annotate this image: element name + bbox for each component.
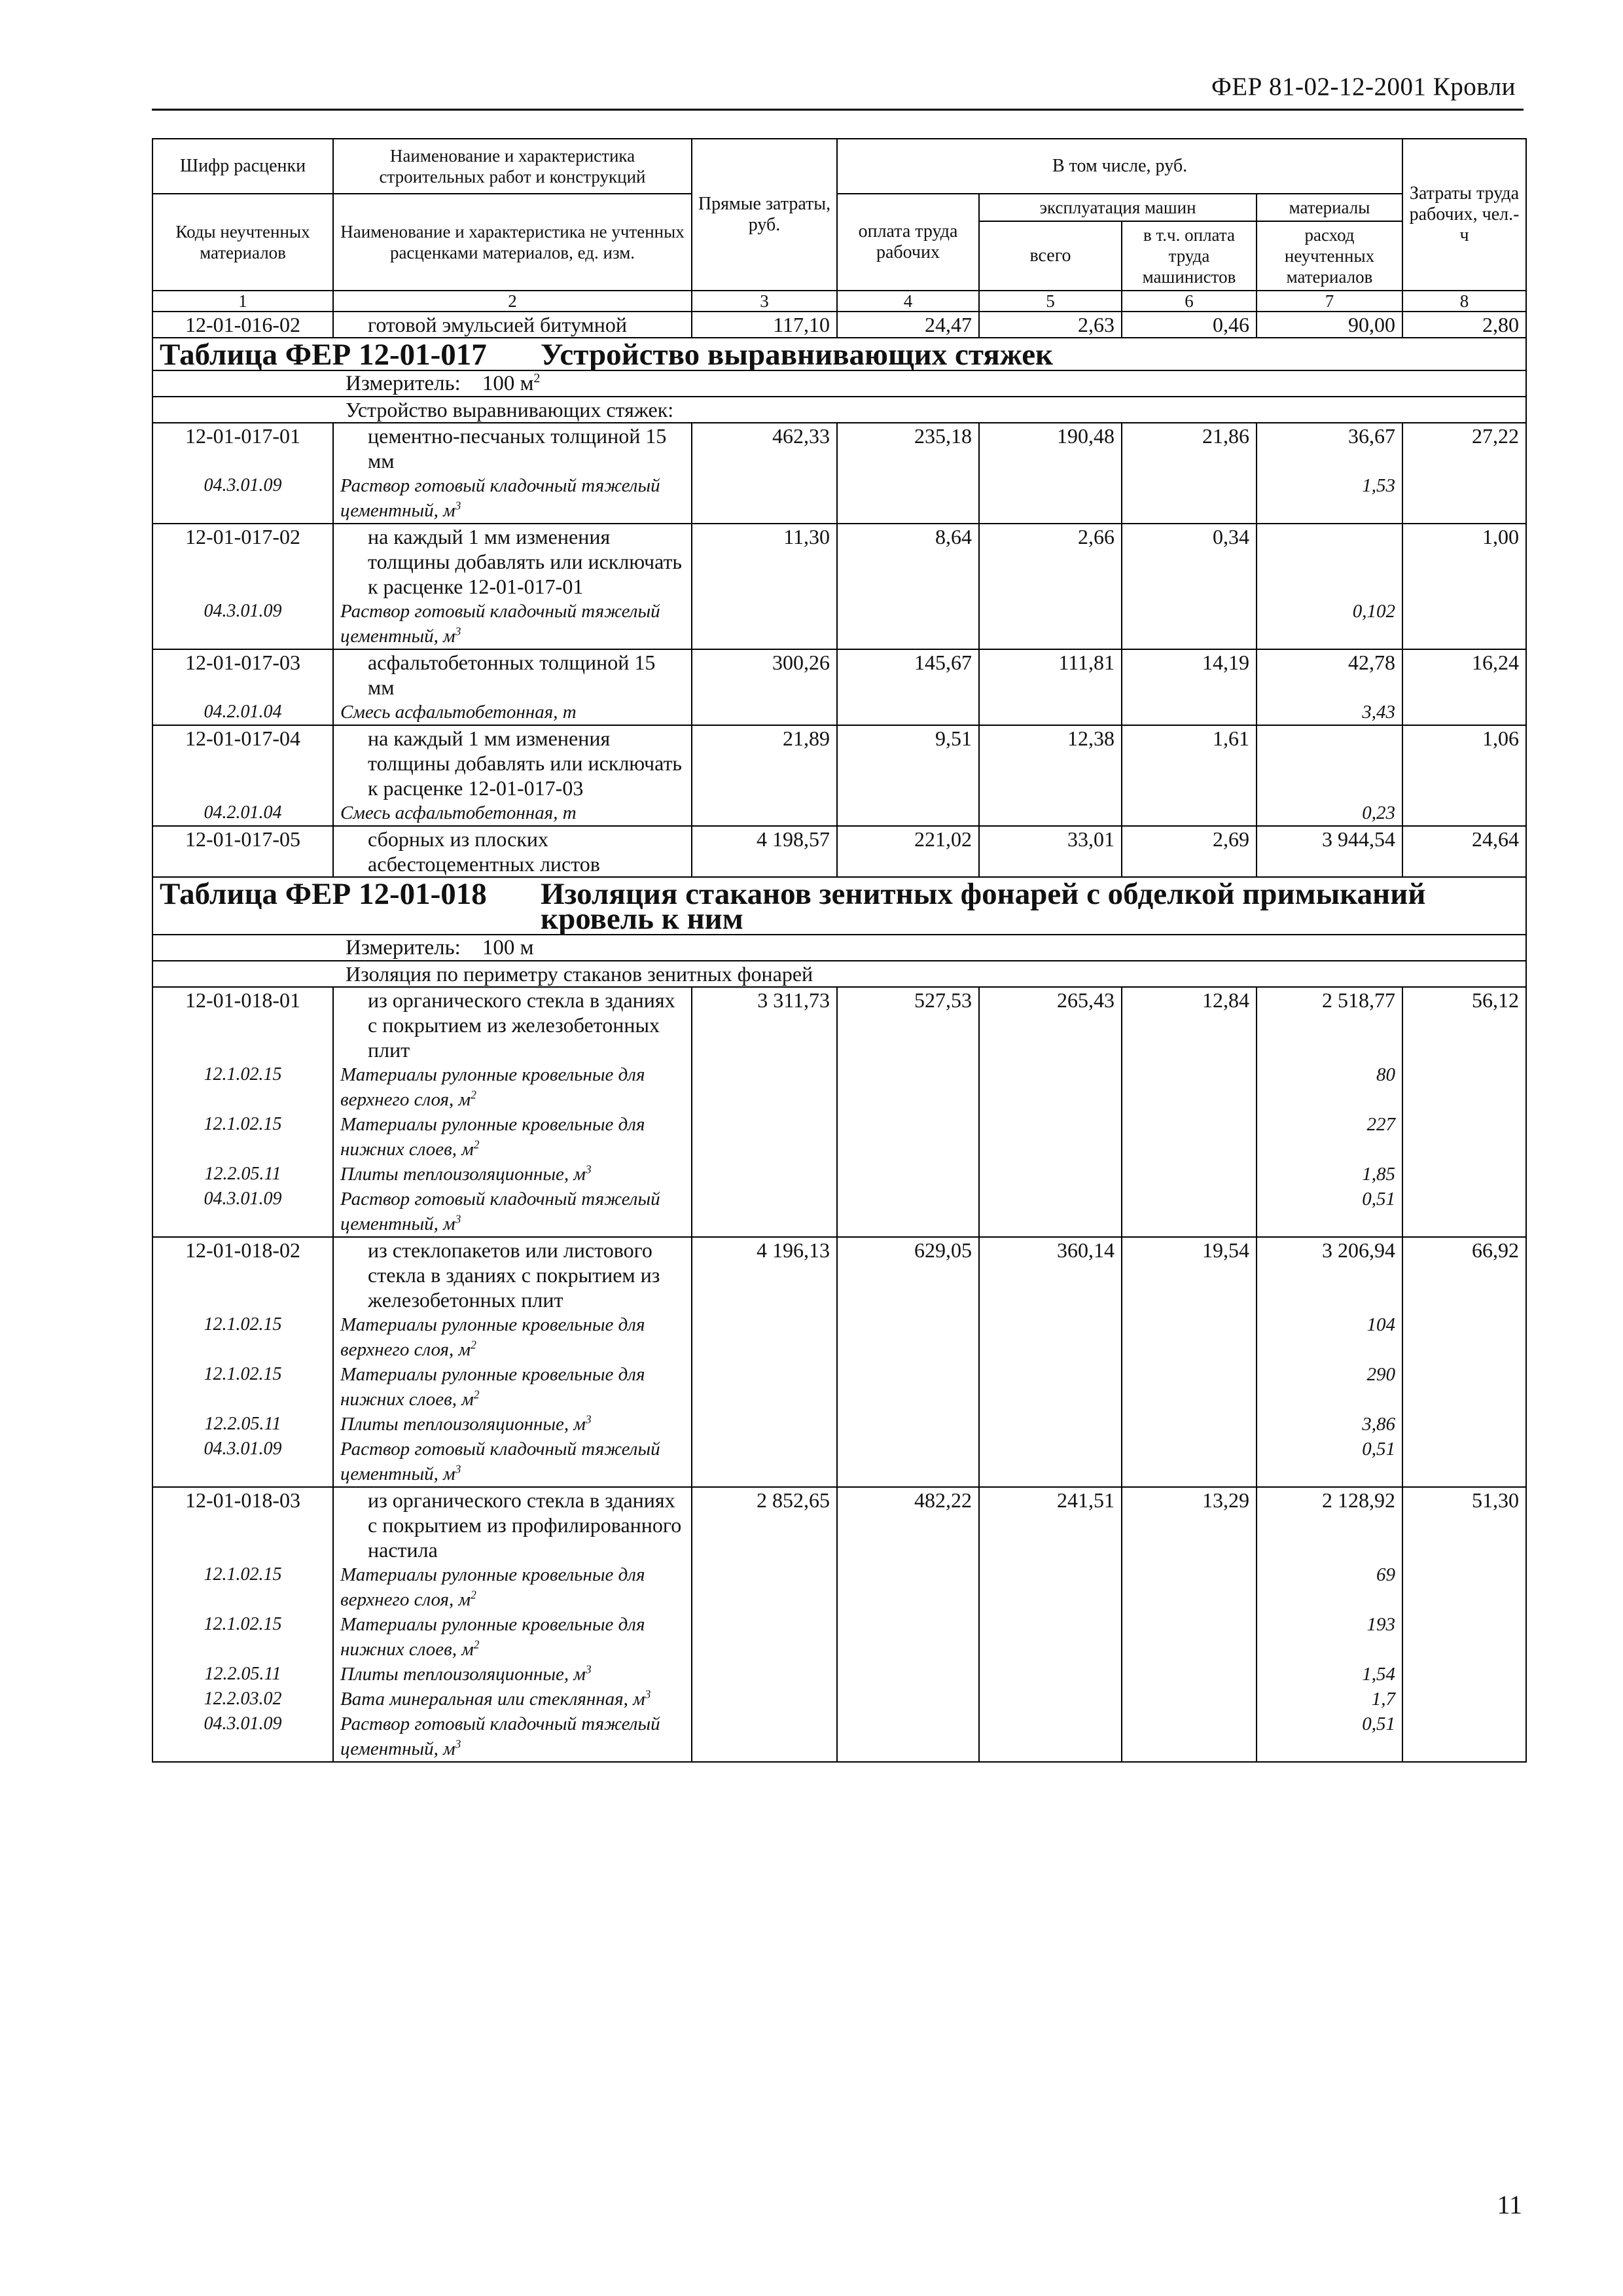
machines-labor-value: 14,19 [1122,649,1257,700]
material-code: 12.1.02.15 [152,1062,333,1112]
section-row [152,961,1526,987]
material-row [152,473,1526,524]
machines-total-value: 33,01 [979,826,1122,877]
col-number: 8 [1402,291,1526,312]
material-name: Плиты теплоизоляционные, м [340,1664,586,1685]
rate-row [152,524,1526,599]
unit-sup: 3 [455,499,461,512]
labor-pay-header: оплата труда рабочих [837,194,979,291]
labor-pay-value: 8,64 [837,524,979,599]
material-row [152,1412,1526,1437]
col1-top-header: Шифр расценки [152,139,333,194]
rate-name: из стеклопакетов или листового стекла в зданиях с покрытием из железобетонных плит [333,1237,692,1312]
material-code: 12.1.02.15 [152,1312,333,1362]
direct-costs-value: 117,10 [692,312,837,338]
machines-total-value: 265,43 [979,987,1122,1062]
rate-name: на каждый 1 мм изменения толщины добавлять или исключать к расценке 12-01-017-01 [333,524,692,599]
direct-costs-value: 462,33 [692,423,837,473]
col2-bottom-header: Наименование и характеристика не учтенных расценками материалов, ед. изм. [333,194,692,291]
material-name: Материалы рулонные кровельные для нижних слоев, м [340,1614,645,1660]
machines-total-value: 111,81 [979,649,1122,700]
material-row [152,1112,1526,1162]
machines-labor-value: 0,46 [1122,312,1257,338]
incl-header: В том числе, руб. [837,139,1402,194]
material-row [152,1312,1526,1362]
rate-row [152,1237,1526,1312]
labor-pay-value: 527,53 [837,987,979,1062]
material-name: Раствор готовый кладочный тяжелый цементный, м [340,1439,660,1484]
material-qty: 69 [1257,1562,1402,1612]
machines-labor-header: в т.ч. оплата труда машинистов [1122,221,1257,291]
rate-row [152,987,1526,1062]
table-number: Таблица ФЕР 12-01-018 [160,877,487,911]
col-number: 6 [1122,291,1257,312]
material-qty: 0,23 [1257,800,1402,826]
table-number: Таблица ФЕР 12-01-017 [160,338,487,372]
rate-name: готовой эмульсией битумной [333,312,692,338]
unit-sup: 3 [585,1162,592,1176]
machines-labor-value: 1,61 [1122,725,1257,800]
direct-costs-value: 4 196,13 [692,1237,837,1312]
unit-sup: 3 [455,624,461,638]
materials-value: 3 944,54 [1257,826,1402,877]
material-name: Плиты теплоизоляционные, м [340,1164,586,1185]
rate-code: 12-01-017-04 [152,725,333,800]
rate-row [152,826,1526,877]
col-number: 2 [333,291,692,312]
unit-sup: 3 [585,1662,592,1676]
material-qty: 104 [1257,1312,1402,1362]
unit-sup: 3 [455,1212,461,1226]
unit-sup: 3 [455,1737,461,1751]
materials-value [1257,524,1402,599]
machines-header: эксплуатация машин [979,194,1257,221]
material-row [152,1437,1526,1487]
material-row [152,1362,1526,1412]
material-row [152,1712,1526,1762]
labor-pay-value: 235,18 [837,423,979,473]
direct-costs-value: 21,89 [692,725,837,800]
material-name: Раствор готовый кладочный тяжелый цементный, м [340,601,660,647]
labor-hours-value: 66,92 [1402,1237,1526,1312]
rate-row [152,649,1526,700]
rates-table [152,138,1527,1763]
material-qty: 0,51 [1257,1437,1402,1487]
section-label: Изоляция по периметру стаканов зенитных фонарей [152,961,1526,987]
material-name: Материалы рулонные кровельные для нижних слоев, м [340,1364,645,1410]
labor-pay-value: 9,51 [837,725,979,800]
page-number: 11 [1497,2190,1522,2219]
col-number: 7 [1257,291,1402,312]
meter-row [152,370,1526,397]
rate-name: цементно-песчаных толщиной 15 мм [333,423,692,473]
material-name: Смесь асфальтобетонная, т [333,800,692,826]
material-name: Вата минеральная или стеклянная, м [340,1689,645,1710]
unit-sup: 2 [473,1138,480,1151]
machines-labor-value: 13,29 [1122,1487,1257,1562]
material-qty: 0,51 [1257,1187,1402,1237]
material-code: 12.1.02.15 [152,1112,333,1162]
materials-value: 2 128,92 [1257,1487,1402,1562]
material-name: Материалы рулонные кровельные для верхнего слоя, м [340,1564,645,1610]
table-018-title-row [152,877,1526,935]
labor-pay-value: 145,67 [837,649,979,700]
machines-total-value: 12,38 [979,725,1122,800]
materials-value: 2 518,77 [1257,987,1402,1062]
rate-row [152,1487,1526,1562]
material-code: 12.2.05.11 [152,1412,333,1437]
machines-labor-value: 21,86 [1122,423,1257,473]
direct-costs-value: 300,26 [692,649,837,700]
rate-name: из органического стекла в зданиях с покрытием из железобетонных плит [333,987,692,1062]
machines-labor-value: 12,84 [1122,987,1257,1062]
labor-hours-value: 1,06 [1402,725,1526,800]
material-qty: 227 [1257,1112,1402,1162]
table-header [152,139,1526,312]
material-row [152,700,1526,725]
unit-sup: 2 [471,1338,476,1352]
rate-row [152,725,1526,800]
material-qty: 3,43 [1257,700,1402,725]
material-qty: 0,51 [1257,1712,1402,1762]
meter-label: Измеритель: [346,372,461,395]
col-number: 1 [152,291,333,312]
labor-hours-header: Затраты труда рабочих, чел.-ч [1402,139,1526,291]
unit-sup: 2 [471,1088,476,1102]
unit-sup: 2 [471,1588,476,1602]
machines-total-value: 360,14 [979,1237,1122,1312]
material-row [152,1687,1526,1712]
meter-label: Измеритель: [346,936,461,960]
material-qty: 0,102 [1257,599,1402,649]
col1-bottom-header: Коды неучтенных материалов [152,194,333,291]
rate-name: из органического стекла в зданиях с покрытием из профилированного настила [333,1487,692,1562]
rate-code: 12-01-016-02 [152,312,333,338]
unit-sup: 2 [473,1638,480,1651]
material-code: 12.1.02.15 [152,1562,333,1612]
material-row [152,1062,1526,1112]
header-rule [152,109,1524,111]
material-row [152,800,1526,826]
rate-code: 12-01-017-02 [152,524,333,599]
machines-total-value: 190,48 [979,423,1122,473]
labor-hours-value: 2,80 [1402,312,1526,338]
machines-total-header: всего [979,221,1122,291]
material-qty: 1,7 [1257,1687,1402,1712]
direct-costs-value: 2 852,65 [692,1487,837,1562]
material-code: 04.3.01.09 [152,599,333,649]
unit-sup: 3 [585,1412,592,1426]
labor-hours-value: 16,24 [1402,649,1526,700]
direct-costs-value: 11,30 [692,524,837,599]
rate-row [152,423,1526,473]
material-qty: 290 [1257,1362,1402,1412]
material-code: 12.2.05.11 [152,1162,333,1187]
rate-code: 12-01-017-03 [152,649,333,700]
material-row [152,1612,1526,1662]
labor-pay-value: 221,02 [837,826,979,877]
material-qty: 193 [1257,1612,1402,1662]
materials-value [1257,725,1402,800]
material-code: 04.2.01.04 [152,700,333,725]
material-name: Раствор готовый кладочный тяжелый цементный, м [340,475,660,521]
machines-total-value: 2,66 [979,524,1122,599]
materials-value: 90,00 [1257,312,1402,338]
materials-sub-header: расход неучтенных материалов [1257,221,1402,291]
rate-name: на каждый 1 мм изменения толщины добавлять или исключать к расценке 12-01-017-03 [333,725,692,800]
rate-name: сборных из плоских асбестоцементных листов [333,826,692,877]
table-title: Изоляция стаканов зенитных фонарей с обделкой примыканий кровель к ним [541,877,1426,936]
table-017-title-row [152,338,1526,370]
material-code: 04.3.01.09 [152,1437,333,1487]
meter-value: 100 м [482,372,534,395]
labor-pay-value: 24,47 [837,312,979,338]
machines-labor-value: 0,34 [1122,524,1257,599]
material-qty: 80 [1257,1062,1402,1112]
machines-total-value: 2,63 [979,312,1122,338]
material-qty: 1,53 [1257,473,1402,524]
material-qty: 1,54 [1257,1662,1402,1687]
machines-total-value: 241,51 [979,1487,1122,1562]
material-name: Раствор готовый кладочный тяжелый цементный, м [340,1189,660,1234]
direct-costs-header: Прямые затраты, руб. [692,139,837,291]
col2-top-header: Наименование и характеристика строительных работ и конструкций [333,139,692,194]
meter-sup: 2 [533,371,541,386]
material-code: 12.1.02.15 [152,1362,333,1412]
rate-row [152,312,1526,338]
machines-labor-value: 19,54 [1122,1237,1257,1312]
material-code: 04.3.01.09 [152,1187,333,1237]
labor-pay-value: 629,05 [837,1237,979,1312]
material-code: 12.1.02.15 [152,1612,333,1662]
material-name: Материалы рулонные кровельные для нижних слоев, м [340,1114,645,1160]
table-title: Устройство выравнивающих стяжек [541,338,1054,372]
material-qty: 1,85 [1257,1162,1402,1187]
direct-costs-value: 3 311,73 [692,987,837,1062]
material-name: Материалы рулонные кровельные для верхнего слоя, м [340,1314,645,1360]
rate-name: асфальтобетонных толщиной 15 мм [333,649,692,700]
direct-costs-value: 4 198,57 [692,826,837,877]
material-row [152,1662,1526,1687]
rate-code: 12-01-017-05 [152,826,333,877]
material-code: 04.3.01.09 [152,1712,333,1762]
col-number: 3 [692,291,837,312]
rate-code: 12-01-017-01 [152,423,333,473]
labor-hours-value: 56,12 [1402,987,1526,1062]
material-qty: 3,86 [1257,1412,1402,1437]
meter-value: 100 м [482,936,534,960]
material-row [152,1562,1526,1612]
material-name: Раствор готовый кладочный тяжелый цементный, м [340,1713,660,1759]
col-number: 4 [837,291,979,312]
materials-value: 42,78 [1257,649,1402,700]
document-header-title: ФЕР 81-02-12-2001 Кровли [1211,73,1516,101]
material-name: Смесь асфальтобетонная, т [333,700,692,725]
material-row [152,1162,1526,1187]
labor-pay-value: 482,22 [837,1487,979,1562]
material-code: 12.2.05.11 [152,1662,333,1687]
unit-sup: 3 [455,1462,461,1476]
rate-code: 12-01-018-03 [152,1487,333,1562]
material-code: 04.2.01.04 [152,800,333,826]
rate-code: 12-01-018-02 [152,1237,333,1312]
material-row [152,599,1526,649]
section-row [152,397,1526,423]
labor-hours-value: 27,22 [1402,423,1526,473]
material-name: Плиты теплоизоляционные, м [340,1414,586,1435]
material-code: 04.3.01.09 [152,473,333,524]
col-number: 5 [979,291,1122,312]
rate-code: 12-01-018-01 [152,987,333,1062]
meter-row [152,935,1526,961]
material-name: Материалы рулонные кровельные для верхнего слоя, м [340,1064,645,1110]
machines-labor-value: 2,69 [1122,826,1257,877]
materials-value: 3 206,94 [1257,1237,1402,1312]
section-label: Устройство выравнивающих стяжек: [152,397,1526,423]
material-row [152,1187,1526,1237]
unit-sup: 3 [645,1687,651,1701]
material-code: 12.2.03.02 [152,1687,333,1712]
materials-value: 36,67 [1257,423,1402,473]
labor-hours-value: 51,30 [1402,1487,1526,1562]
unit-sup: 2 [473,1388,480,1401]
materials-header: материалы [1257,194,1402,221]
labor-hours-value: 24,64 [1402,826,1526,877]
labor-hours-value: 1,00 [1402,524,1526,599]
